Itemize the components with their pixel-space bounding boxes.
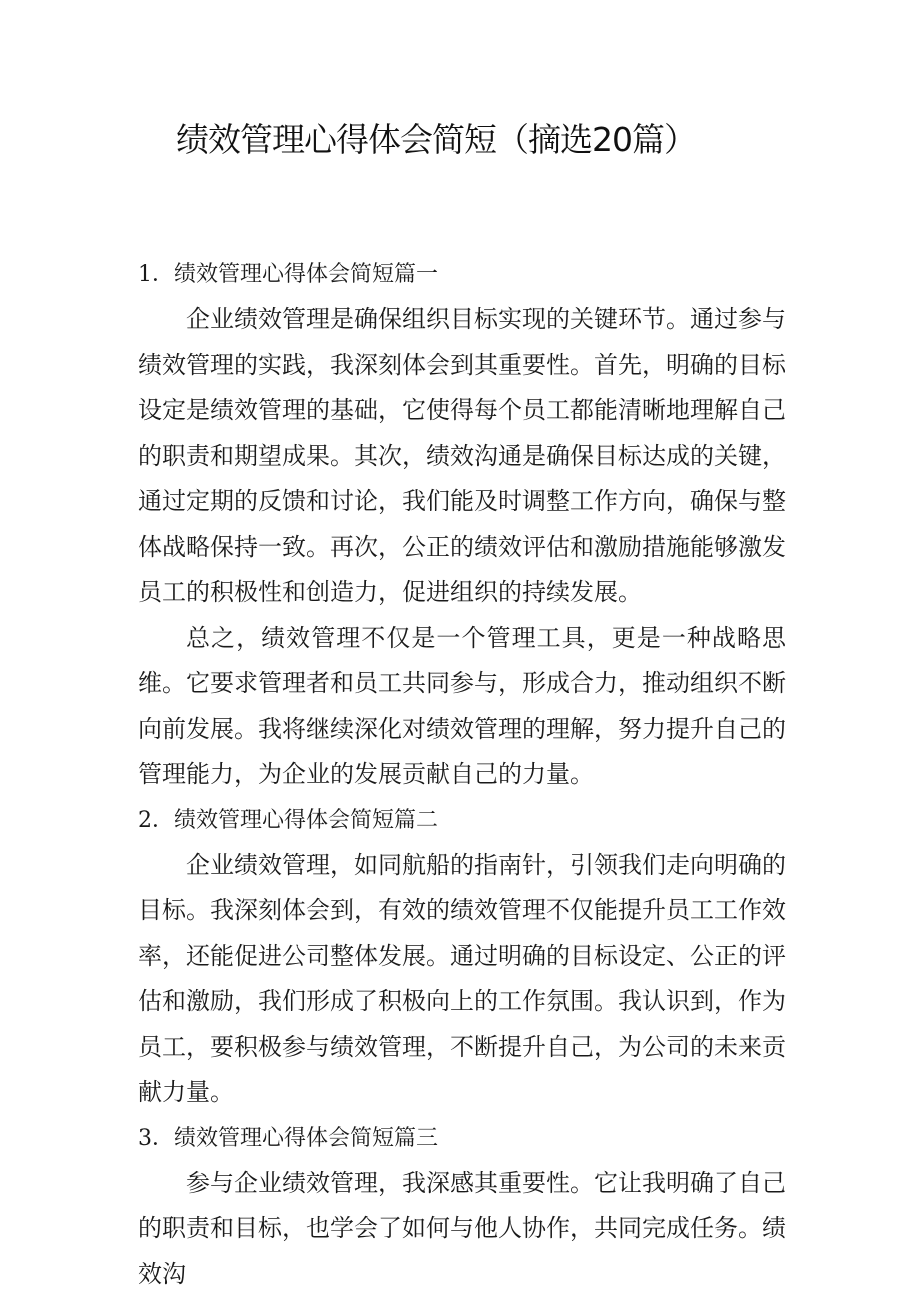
paragraph: 总之，绩效管理不仅是一个管理工具，更是一种战略思维。它要求管理者和员工共同参与，形成合力，推动组织不断向前发展。我将继续深化对绩效管理的理解，努力提升自己的管理能力，为企业的发展贡献自己的力量。	[138, 623, 786, 788]
paragraph: 企业绩效管理是确保组织目标实现的关键环节。通过参与绩效管理的实践，我深刻体会到其重要性。首先，明确的目标设定是绩效管理的基础，它使得每个员工都能清晰地理解自己的职责和期望成果。其次，绩效沟通是确保目标达成的关键，通过定期的反馈和讨论，我们能及时调整工作方向，确保与整体战略保持一致。再次，公正的绩效评估和激励措施能够激发员工的积极性和创造力，促进组织的持续发展。	[138, 305, 786, 606]
section-heading: 2．绩效管理心得体会简短篇二	[138, 807, 438, 833]
section-1	[138, 252, 786, 798]
section-3	[138, 1116, 786, 1298]
section-2	[138, 798, 786, 1116]
document-body	[138, 252, 786, 1297]
document-title: 绩效管理心得体会简短（摘选20篇）	[176, 120, 696, 159]
section-heading: 1．绩效管理心得体会简短篇一	[138, 262, 438, 287]
section-heading: 3．绩效管理心得体会简短篇三	[138, 1125, 438, 1151]
paragraph: 参与企业绩效管理，我深感其重要性。它让我明确了自己的职责和目标，也学会了如何与他人协作，共同完成任务。绩效沟	[138, 1168, 786, 1288]
paragraph: 企业绩效管理，如同航船的指南针，引领我们走向明确的目标。我深刻体会到，有效的绩效管理不仅能提升员工工作效率，还能促进公司整体发展。通过明确的目标设定、公正的评估和激励，我们形成了积极向上的工作氛围。我认识到，作为员工，要积极参与绩效管理，不断提升自己，为公司的未来贡献力量。	[138, 850, 786, 1106]
